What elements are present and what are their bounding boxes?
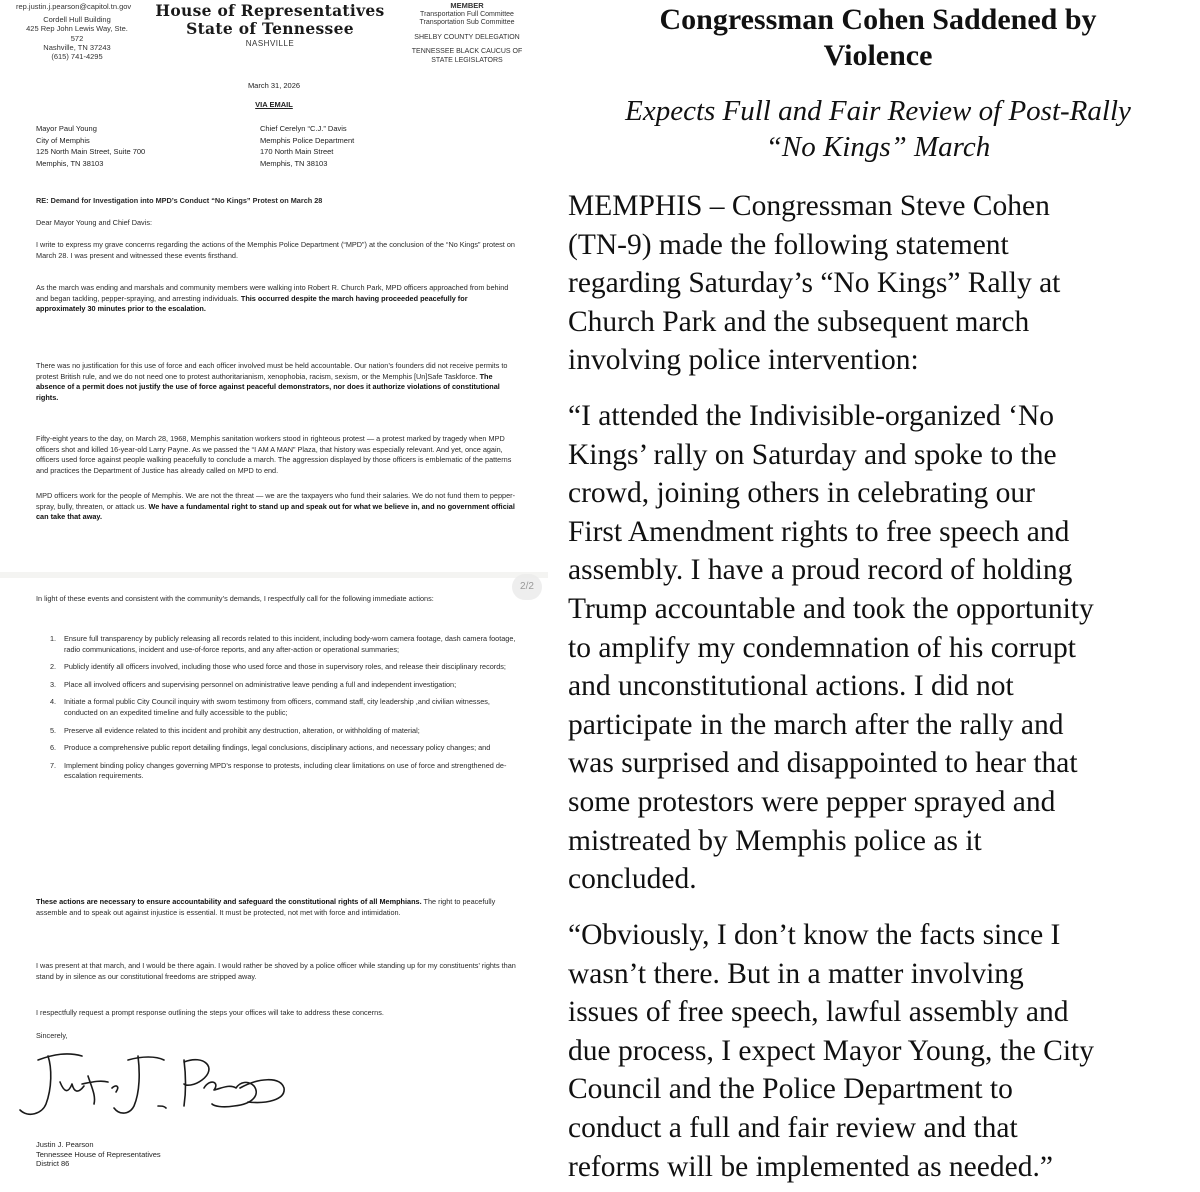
conclusion-text: The right to peacefully assemble and to speak out against injustice is essential. It must be protected, not met with force and intimidation.	[36, 897, 496, 917]
recipient-mayor	[36, 123, 145, 169]
recipient-chief-name: Chief Cerelyn “C.J.” Davis	[260, 124, 347, 133]
letter-paragraph-2	[36, 283, 516, 315]
paragraph-2-bold: This occurred despite the march having proceeded peacefully for approximately 30 minutes prior to the escalation.	[36, 293, 468, 314]
press-release-panel	[556, 0, 1200, 1192]
letter-paragraph-4: Fifty-eight years to the day, on March 28, 1968, Memphis sanitation workers stood in righteous protest — a protest marked by tragedy when MPD officers shot and killed 16-year-old Larry Payne. As we passed the “I AM A MAN” Plaza, that history was especially relevant. And yet, once again, officers used force against people walking peacefully to conclude a march. The aggression displayed by those officers is emblematic of the patterns and practices the Department of Justice has already called on MPD to end.	[36, 434, 512, 475]
letter-page-1	[0, 0, 548, 572]
action-text: Produce a comprehensive public report detailing findings, legal conclusions, disciplinary actions, and necessary policy changes; and	[64, 743, 491, 753]
handwritten-signature	[8, 1048, 288, 1120]
salutation: Dear Mayor Young and Chief Davis:	[36, 218, 153, 227]
action-number: 1.	[50, 634, 57, 643]
action-number: 6.	[50, 743, 57, 753]
member-heading: MEMBER	[450, 1, 484, 10]
recipient-chief	[260, 123, 354, 169]
paragraph-3-text: There was no justification for this use of force and each officer involved must be held accountable. Our nation’s founders did not receive permits to protest British rule, and we do not need one to protest authoritarianism, xenophobia, racism, sexism, or the Memphis [Un]Safe Taskforce.	[36, 361, 508, 381]
letterhead-title	[150, 2, 390, 48]
recipient-mayor-city: Memphis, TN 38103	[36, 158, 104, 168]
action-number: 4.	[50, 697, 57, 707]
contact-email: rep.justin.j.pearson@capitol.tn.gov	[16, 2, 132, 11]
recipient-mayor-name: Mayor Paul Young	[36, 124, 97, 133]
signer-district: District 86	[36, 1159, 70, 1169]
action-item	[42, 726, 520, 737]
recipient-chief-street: 170 North Main Street	[260, 147, 334, 156]
action-text: Ensure full transparency by publicly releasing all records related to this incident, including body-worn camera footage, dash camera footage, radio communications, incident and use-of-force reports, and any after-action or operational summaries;	[64, 634, 516, 654]
conclusion-paragraph	[36, 897, 516, 918]
committee-full: Transportation Full Committee	[420, 10, 514, 18]
action-item	[42, 743, 520, 754]
closing: Sincerely,	[36, 1031, 68, 1040]
letter-paragraph-3	[36, 361, 516, 403]
signer-name: Justin J. Pearson	[36, 1140, 94, 1149]
caucus-line-1: TENNESSEE BLACK CAUCUS OF	[411, 48, 523, 56]
recipient-mayor-street: 125 North Main Street, Suite 700	[36, 147, 146, 156]
press-paragraph-3: “Obviously, I don’t know the facts since I wasn’t there. But in a matter involving issues of free speech, lawful assembly and due process, I expect Mayor Young, the City Council and the Police Department to conduct a full and fair review and that reforms will be implemented as needed.”	[568, 919, 1095, 1183]
present-paragraph: I was present at that march, and I would be there again. I would rather be shoved by a police officer while standing up for my constituents’ rights than stand by in silence as our constitutional freedoms are stripped away.	[36, 961, 516, 981]
action-item	[42, 662, 520, 673]
press-paragraph-1: MEMPHIS – Congressman Steve Cohen (TN-9) made the following statement regarding Saturday’s “No Kings” Rally at Church Park and the subsequent march involving police intervention:	[568, 190, 1061, 377]
contact-phone: (615) 741-4295	[51, 52, 103, 62]
signer-title: Tennessee House of Representatives	[36, 1149, 161, 1159]
action-number: 7.	[50, 760, 57, 770]
paragraph-5-text: MPD officers work for the people of Memphis. We are not the threat — we are the taxpayers who fund their salaries. We do not fund them to pepper-spray, bully, threaten, or attack us.	[36, 491, 516, 511]
action-number: 3.	[50, 679, 57, 689]
action-text: Place all involved officers and supervising personnel on administrative leave pending a full and independent investigation;	[64, 679, 457, 689]
action-text: Implement binding policy changes governing MPD’s response to protests, including clear limitations on use of force and strengthened de-escalation requirements.	[64, 760, 507, 781]
action-item	[42, 634, 520, 655]
letterhead-city: NASHVILLE	[245, 39, 295, 48]
action-item	[42, 697, 520, 718]
contact-city: Nashville, TN 37243	[43, 42, 111, 52]
letterhead-contact	[16, 2, 132, 62]
recipient-chief-city: Memphis, TN 38103	[260, 158, 328, 168]
request-paragraph: I respectfully request a prompt response outlining the steps your offices will take to address these concerns.	[36, 1008, 384, 1017]
conclusion-bold: These actions are necessary to ensure accountability and safeguard the constitutional rights of all Memphians.	[36, 897, 422, 906]
action-item	[42, 680, 520, 691]
action-item	[42, 761, 520, 782]
page-counter-badge[interactable]: 2/2	[512, 574, 542, 600]
press-title: Congressman Cohen Saddened by Violence	[659, 3, 1097, 72]
action-text: Preserve all evidence related to this incident and prohibit any destruction, alteration, or withholding of material;	[64, 725, 420, 735]
actions-intro: In light of these events and consistent with the community’s demands, I respectfully call for the following immediate actions:	[36, 594, 434, 603]
contact-street: 425 Rep John Lewis Way, Ste. 572	[26, 24, 128, 43]
recipient-chief-org: Memphis Police Department	[260, 135, 355, 145]
signature-block	[36, 1140, 161, 1169]
letter-date: March 31, 2026	[247, 81, 301, 90]
action-text: Initiate a formal public City Council inquiry with sworn testimony from officers, command staff, city leadership ,and civilian witnesses, conducted on an expedited timeline and fully accessible to the public;	[64, 697, 490, 717]
letter-paragraph-1: I write to express my grave concerns regarding the actions of the Memphis Police Department (“MPD”) at the conclusion of the “No Kings” protest on March 28. I was present and witnessed these events firsthand.	[36, 240, 515, 260]
committee-sub: Transportation Sub Committee	[419, 19, 515, 27]
press-paragraph-2: “I attended the Indivisible-organized ‘No Kings’ rally on Saturday and spoke to the crowd, joining others in celebrating our First Amendment rights to free speech and assembly. I have a proud record of holding Trump accountable and took the opportunity to amplify my condemnation of his corrupt and unconstitutional actions. I did not participate in the march after the rally and was surprised and disappointed to hear that some protestors were pepper sprayed and mistreated by Memphis police as it concluded.	[568, 400, 1094, 896]
letter-page-2	[0, 578, 548, 1192]
letterhead-membership	[392, 2, 542, 66]
action-number: 5.	[50, 725, 57, 735]
press-subtitle: Expects Full and Fair Review of Post-Rally “No Kings” March	[625, 95, 1131, 163]
letterhead-house: House of Representatives	[155, 1, 385, 20]
action-text: Publicly identify all officers involved, including those who used force and those in supervisory roles, and release their disciplinary records;	[64, 662, 506, 672]
letter-panel	[0, 0, 548, 1192]
paragraph-3-bold: The absence of a permit does not justify the use of force against peaceful demonstrators, nor does it authorize violations of constitutional rights.	[36, 371, 500, 402]
paragraph-2-text: As the march was ending and marshals and community members were walking into Robert R. Church Park, MPD officers approached from behind and began tackling, pepper-spraying, and arresting individuals.	[36, 283, 509, 303]
column-divider	[548, 0, 556, 1192]
re-line: RE: Demand for Investigation into MPD’s Conduct “No Kings” Protest on March 28	[36, 196, 323, 205]
actions-list	[42, 634, 520, 789]
contact-building: Cordell Hull Building	[43, 15, 111, 25]
delegation: SHELBY COUNTY DELEGATION	[414, 33, 520, 41]
via-email: VIA EMAIL	[255, 100, 293, 109]
paragraph-5-bold: We have a fundamental right to stand up and speak out for what we believe in, and no government official can take that away.	[36, 501, 515, 522]
action-number: 2.	[50, 662, 57, 672]
caucus-line-2: STATE LEGISLATORS	[431, 56, 503, 64]
letter-paragraph-5	[36, 491, 516, 523]
letterhead-state: State of Tennessee	[186, 19, 354, 38]
recipient-mayor-org: City of Memphis	[36, 135, 90, 145]
